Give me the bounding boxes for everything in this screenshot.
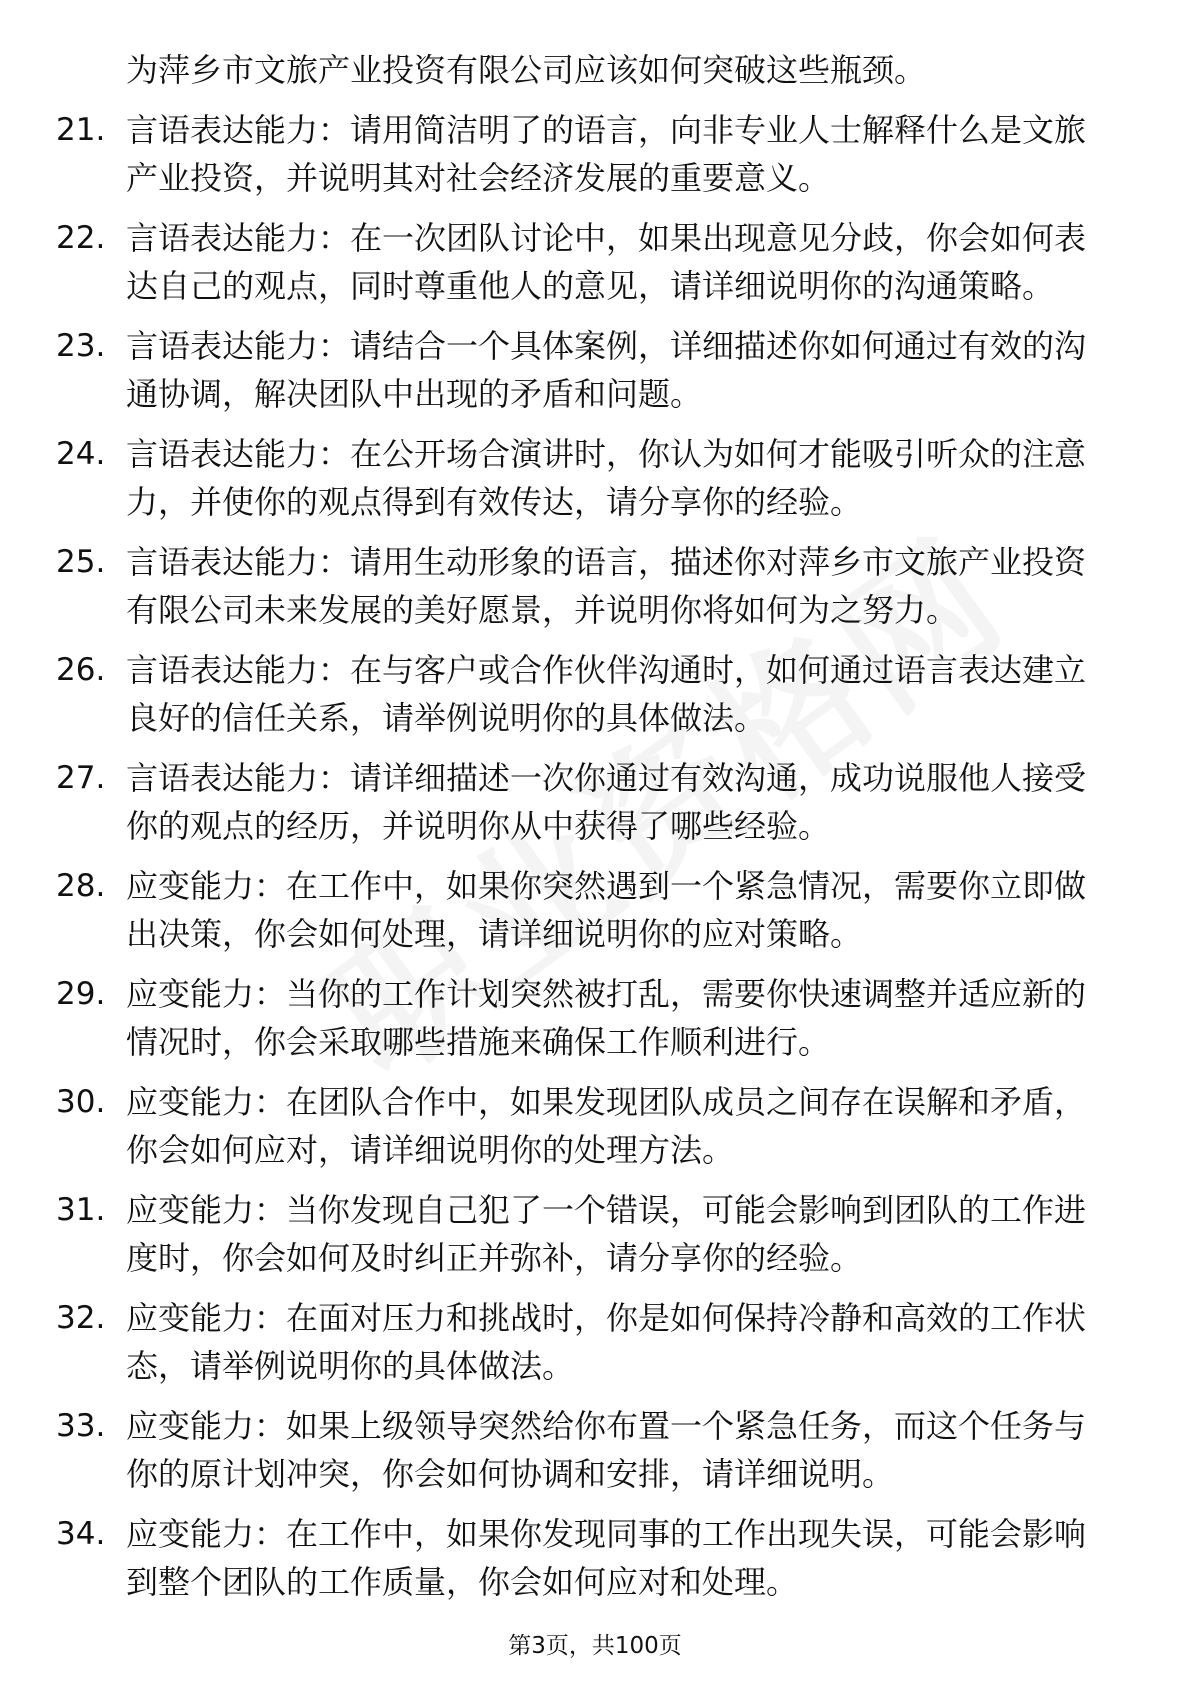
question-number: 26. bbox=[56, 652, 106, 688]
question-number: 21. bbox=[56, 112, 106, 148]
question-number: 29. bbox=[56, 976, 106, 1012]
question-item bbox=[0, 538, 1106, 634]
question-item bbox=[0, 862, 1106, 958]
question-list bbox=[0, 106, 1190, 1606]
question-number: 33. bbox=[56, 1408, 106, 1444]
question-item bbox=[0, 106, 1106, 202]
question-number: 24. bbox=[56, 436, 106, 472]
question-item bbox=[0, 1078, 1106, 1174]
question-number: 25. bbox=[56, 544, 106, 580]
question-item bbox=[0, 430, 1106, 526]
question-text: 应变能力：如果上级领导突然给你布置一个紧急任务，而这个任务与你的原计划冲突，你会如何协调和安排，请详细说明。 bbox=[126, 1407, 1087, 1493]
question-text: 言语表达能力：请用生动形象的语言，描述你对萍乡市文旅产业投资有限公司未来发展的美好愿景，并说明你将如何为之努力。 bbox=[126, 543, 1087, 629]
question-item bbox=[0, 1294, 1106, 1390]
question-text: 应变能力：当你发现自己犯了一个错误，可能会影响到团队的工作进度时，你会如何及时纠正并弥补，请分享你的经验。 bbox=[126, 1191, 1087, 1277]
question-number: 32. bbox=[56, 1300, 106, 1336]
question-number: 30. bbox=[56, 1084, 106, 1120]
question-item bbox=[0, 970, 1106, 1066]
question-text: 应变能力：在团队合作中，如果发现团队成员之间存在误解和矛盾，你会如何应对，请详细说明你的处理方法。 bbox=[126, 1083, 1087, 1169]
question-item bbox=[0, 1510, 1106, 1606]
question-number: 31. bbox=[56, 1192, 106, 1228]
question-text: 言语表达能力：在公开场合演讲时，你认为如何才能吸引听众的注意力，并使你的观点得到有效传达，请分享你的经验。 bbox=[126, 435, 1087, 521]
question-text: 应变能力：在工作中，如果你发现同事的工作出现失误，可能会影响到整个团队的工作质量，你会如何应对和处理。 bbox=[126, 1515, 1087, 1601]
continuation-text: 为萍乡市文旅产业投资有限公司应该如何突破这些瓶颈。 bbox=[126, 51, 927, 89]
question-number: 27. bbox=[56, 760, 106, 796]
question-text: 言语表达能力：请用简洁明了的语言，向非专业人士解释什么是文旅产业投资，并说明其对社会经济发展的重要意义。 bbox=[126, 111, 1087, 197]
question-text: 应变能力：在面对压力和挑战时，你是如何保持冷静和高效的工作状态，请举例说明你的具体做法。 bbox=[126, 1299, 1087, 1385]
question-item bbox=[0, 1402, 1106, 1498]
question-number: 23. bbox=[56, 328, 106, 364]
question-item bbox=[0, 322, 1106, 418]
question-text: 言语表达能力：在与客户或合作伙伴沟通时，如何通过语言表达建立良好的信任关系，请举例说明你的具体做法。 bbox=[126, 651, 1087, 737]
question-item bbox=[0, 646, 1106, 742]
question-item bbox=[0, 1186, 1106, 1282]
question-text: 言语表达能力：在一次团队讨论中，如果出现意见分歧，你会如何表达自己的观点，同时尊重他人的意见，请详细说明你的沟通策略。 bbox=[126, 219, 1087, 305]
question-item bbox=[0, 214, 1106, 310]
question-number: 22. bbox=[56, 220, 106, 256]
question-item bbox=[0, 754, 1106, 850]
question-text: 言语表达能力：请结合一个具体案例，详细描述你如何通过有效的沟通协调，解决团队中出现的矛盾和问题。 bbox=[126, 327, 1087, 413]
question-number: 28. bbox=[56, 868, 106, 904]
document-page bbox=[0, 46, 1190, 1618]
question-number: 34. bbox=[56, 1516, 106, 1552]
question-text: 言语表达能力：请详细描述一次你通过有效沟通，成功说服他人接受你的观点的经历，并说明你从中获得了哪些经验。 bbox=[126, 759, 1087, 845]
page-footer: 第3页，共100页 bbox=[508, 1633, 682, 1659]
question-text: 应变能力：当你的工作计划突然被打乱，需要你快速调整并适应新的情况时，你会采取哪些措施来确保工作顺利进行。 bbox=[126, 975, 1087, 1061]
question-text: 应变能力：在工作中，如果你突然遇到一个紧急情况，需要你立即做出决策，你会如何处理，请详细说明你的应对策略。 bbox=[126, 867, 1087, 953]
